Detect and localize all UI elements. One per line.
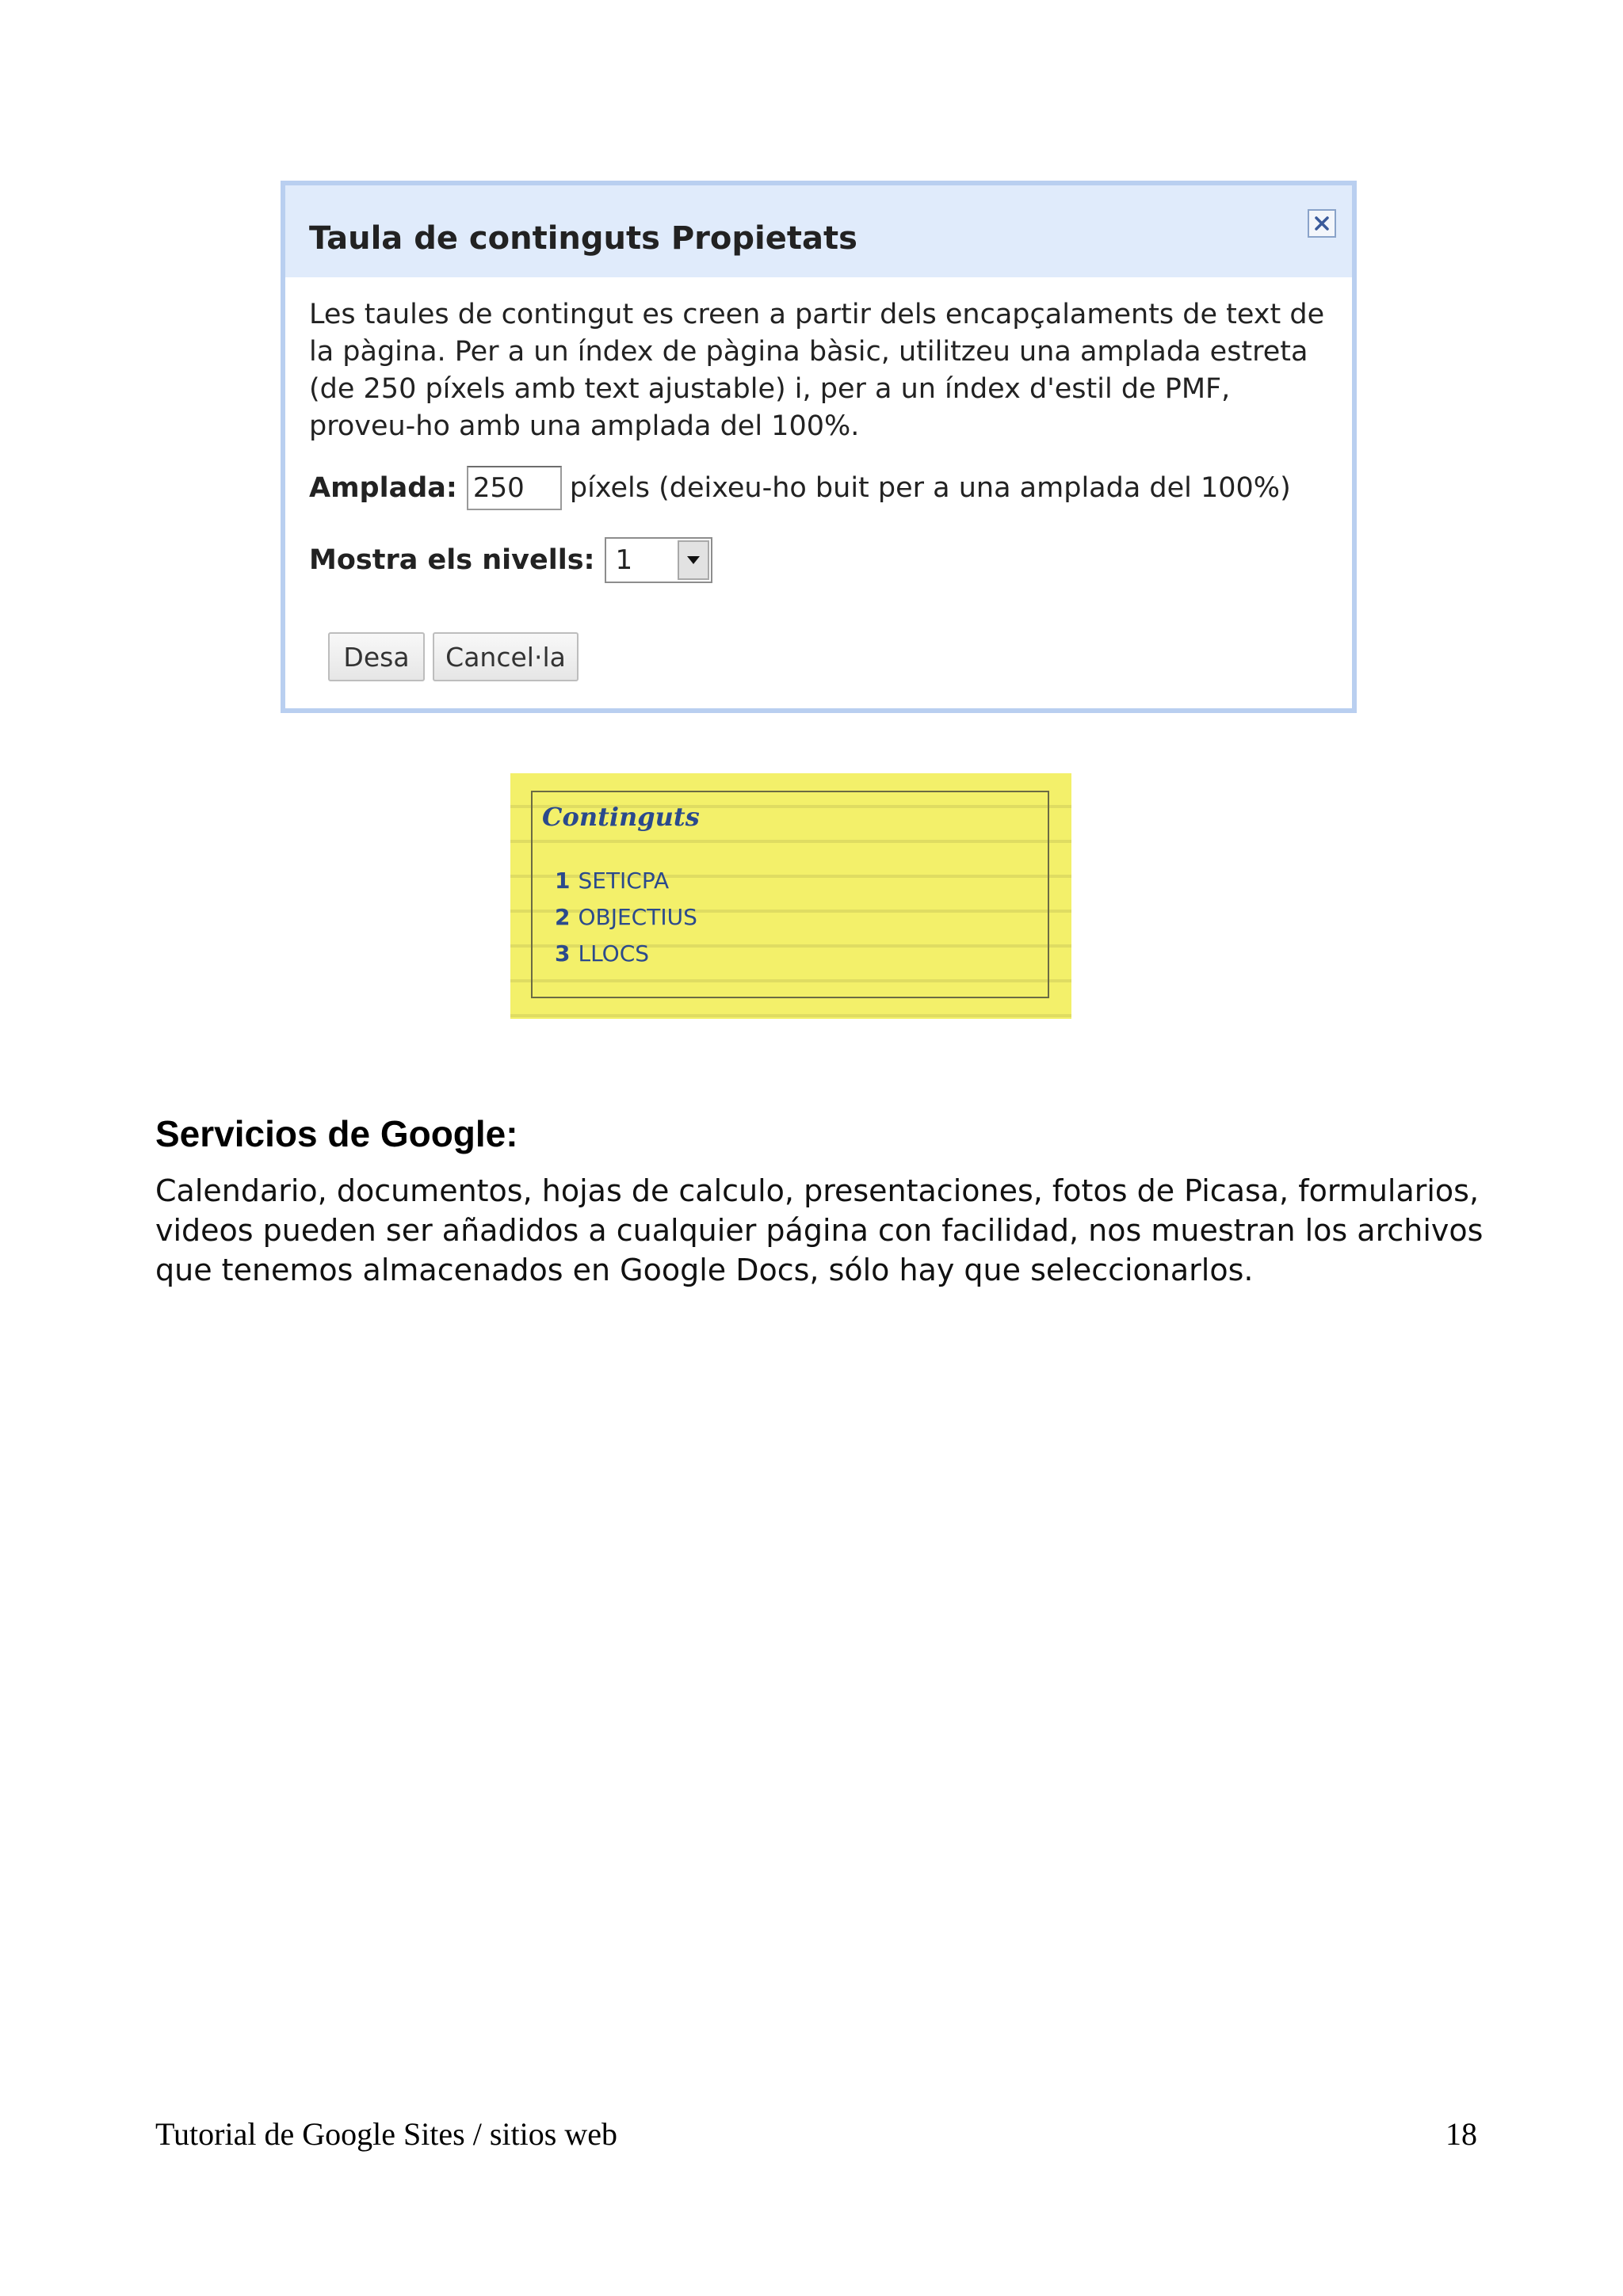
levels-label: Mostra els nivells:	[309, 544, 595, 576]
toc-item-label: OBJECTIUS	[578, 903, 697, 930]
toc-item-number: 3	[555, 940, 571, 967]
toc-list	[555, 862, 697, 971]
toc-properties-dialog	[281, 181, 1357, 713]
section-heading: Servicios de Google:	[155, 1113, 518, 1154]
toc-item-number: 1	[555, 867, 571, 894]
width-hint: píxels (deixeu-ho buit per a una amplada del 100%)	[569, 472, 1291, 504]
levels-row	[309, 536, 712, 585]
cancel-button[interactable]: Cancel·la	[433, 632, 579, 681]
toc-title: Continguts	[542, 802, 700, 832]
close-icon[interactable]	[1308, 209, 1336, 238]
width-row	[309, 464, 1291, 512]
toc-item-label: SETICPA	[578, 867, 670, 894]
footer-title: Tutorial de Google Sites / sitios web	[155, 2116, 617, 2152]
width-input[interactable]	[467, 466, 562, 510]
levels-select[interactable]	[605, 537, 712, 583]
toc-item[interactable]	[555, 898, 697, 935]
toc-box	[531, 791, 1049, 998]
toc-item-label: LLOCS	[578, 940, 650, 967]
save-button[interactable]: Desa	[328, 632, 425, 681]
page-number: 18	[1445, 2116, 1477, 2152]
dialog-titlebar	[285, 185, 1352, 277]
dialog-description: Les taules de contingut es creen a partir dels encapçalaments de text de la pàgina. Per a un índex de pàgina bàsic, utilitzeu una amplada estreta (de 250 píxels amb text ajustable) i, per a un índex d'estil de PMF, proveu-ho amb una amplada del 100%.	[309, 299, 1325, 442]
toc-item-number: 2	[555, 903, 571, 930]
toc-item[interactable]	[555, 862, 697, 898]
section-body: Calendario, documentos, hojas de calculo, presentaciones, fotos de Picasa, formularios, videos pueden ser añadidos a cualquier página con facilidad, nos muestran los archivos que tenemos almacenados en Google Docs, sólo hay que seleccionarlos.	[155, 1173, 1484, 1287]
chevron-down-icon[interactable]	[678, 540, 709, 580]
toc-preview	[510, 773, 1071, 1019]
toc-item[interactable]	[555, 935, 697, 971]
width-label: Amplada:	[309, 472, 457, 504]
levels-select-value: 1	[615, 544, 633, 576]
dialog-title: Taula de continguts Propietats	[309, 220, 857, 257]
